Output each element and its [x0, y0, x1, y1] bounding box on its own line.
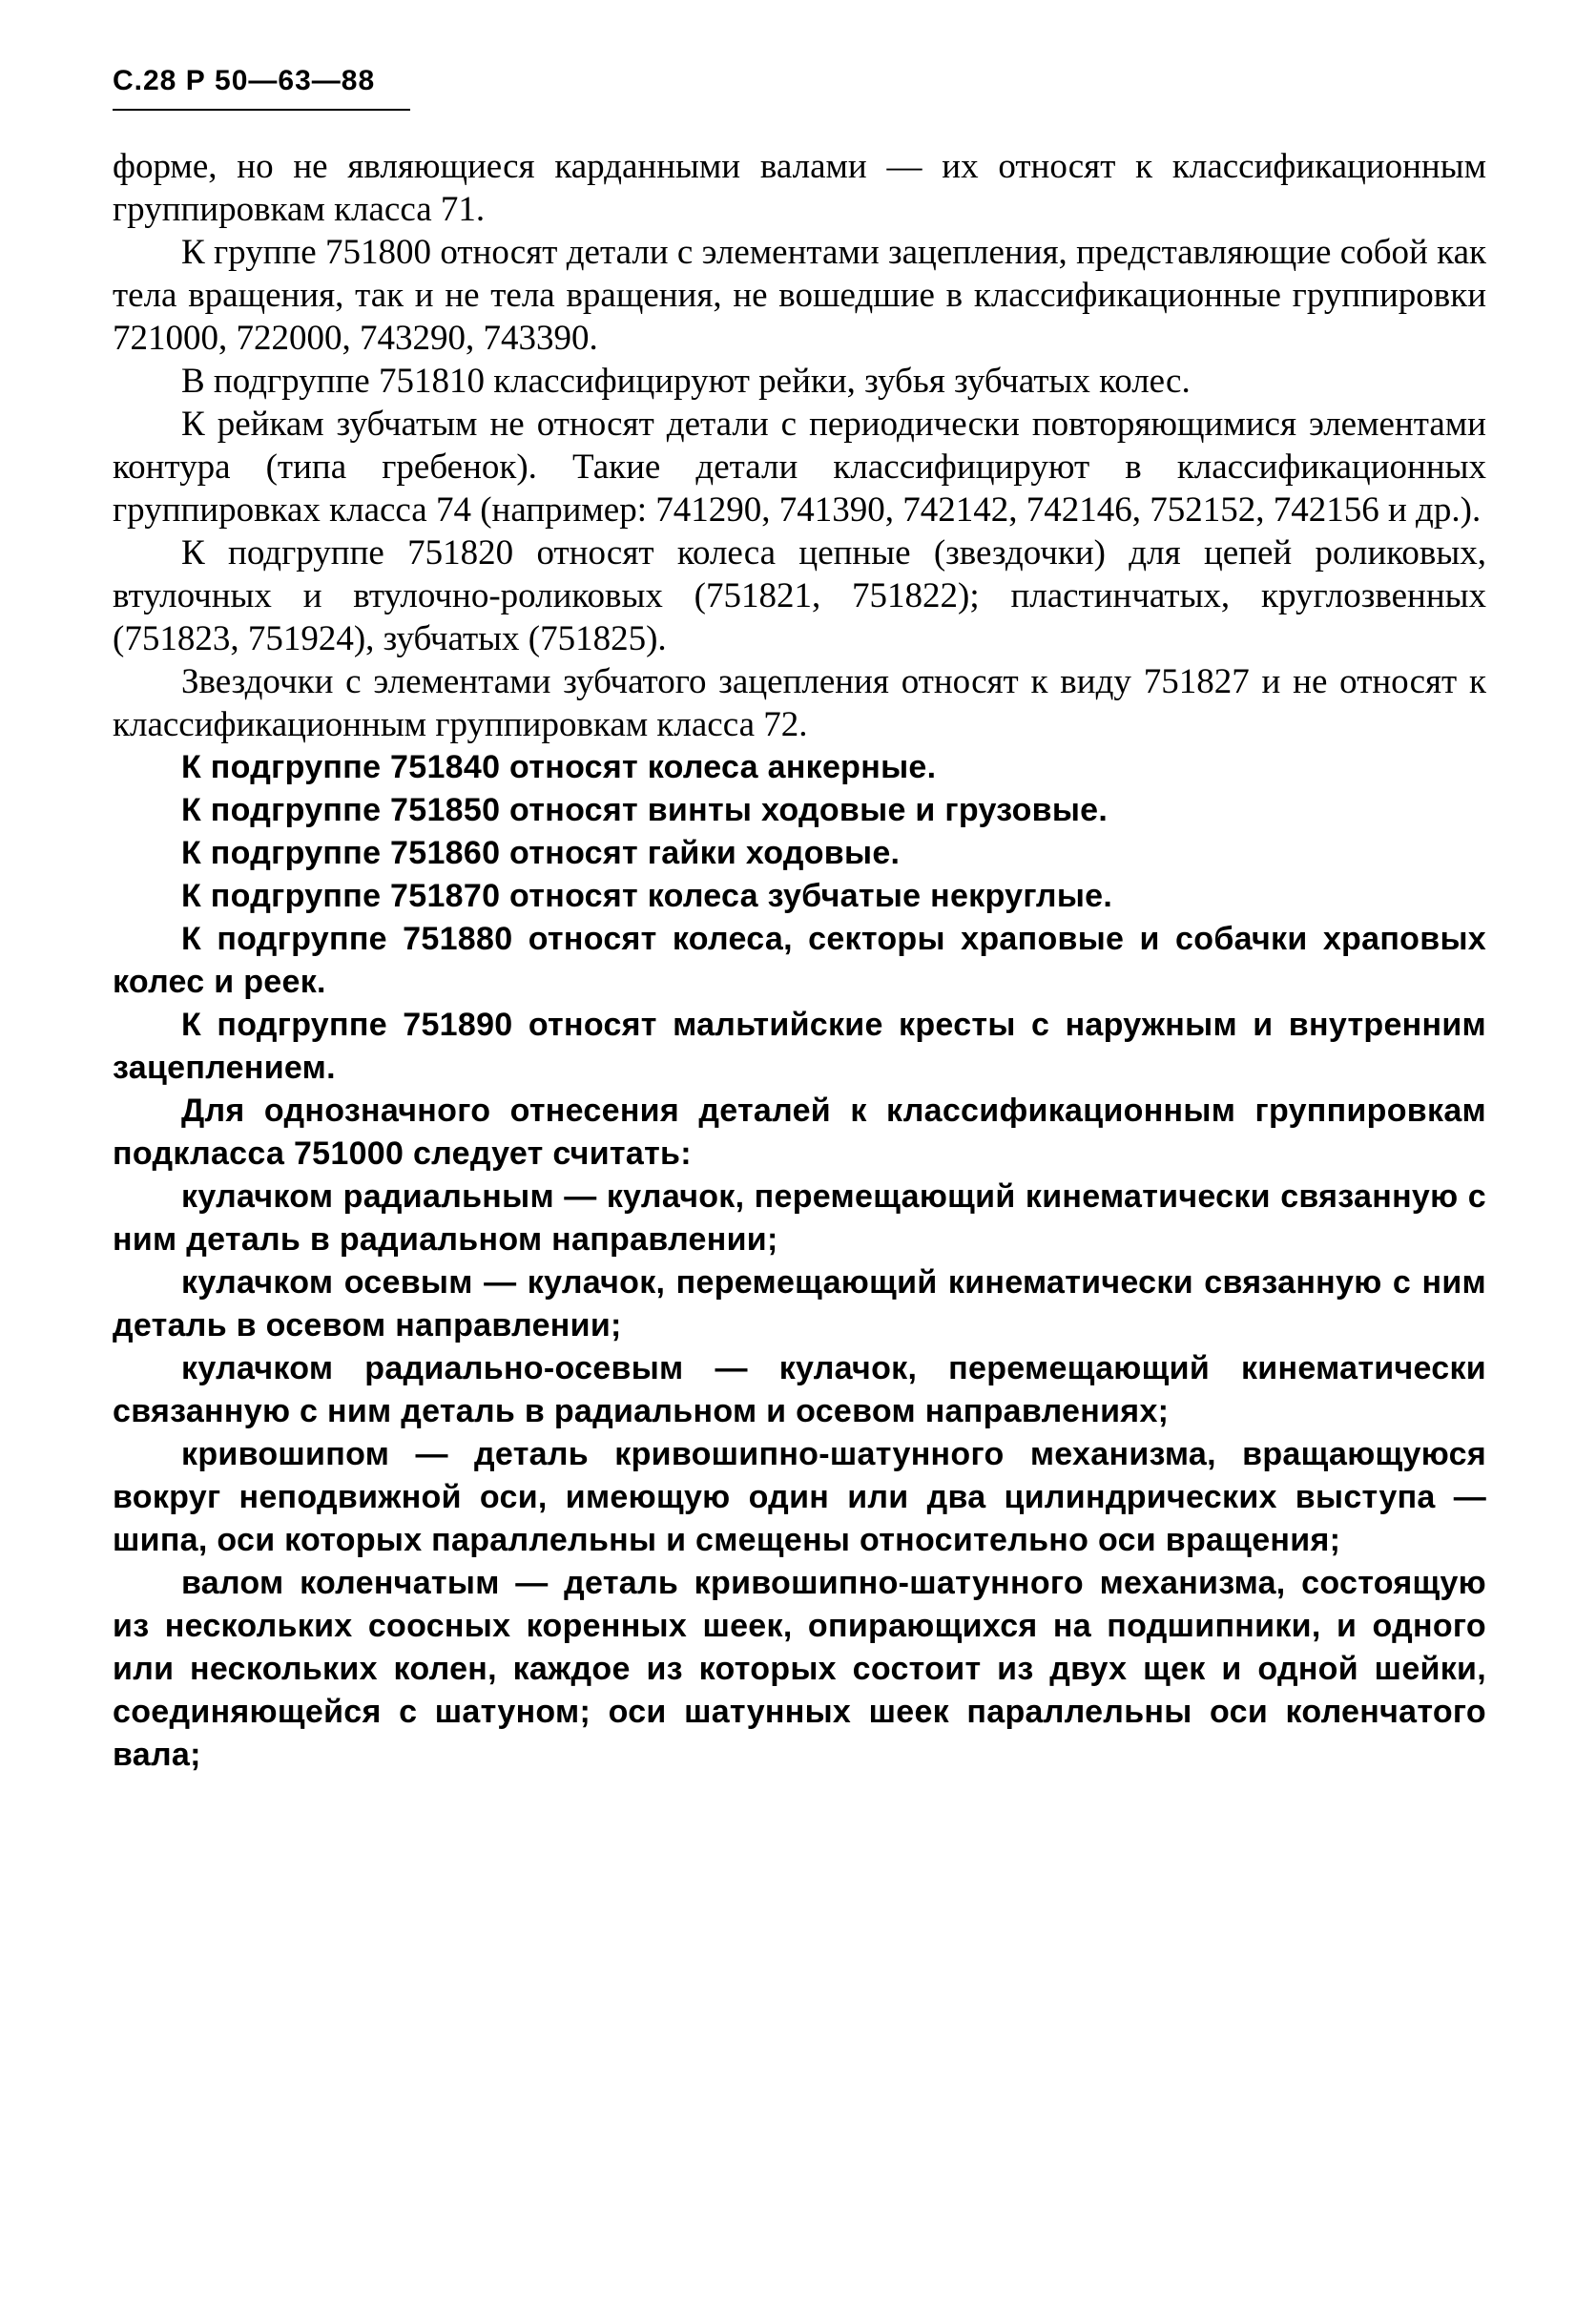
paragraph: К подгруппе 751850 относят винты ходовые и грузовые. — [181, 792, 1109, 828]
paragraph: В подгруппе 751810 классифицируют рейки, зубья зубчатых колес. — [181, 362, 1191, 401]
definition-crank: кривошипом — деталь кривошипно-шатунного механизма, вращающуюся вокруг неподвижной оси, имеющую один или два цилиндрических выступа — шипа, оси которых параллельны и смещены относительно оси вращения; — [113, 1436, 1486, 1558]
paragraph: К подгруппе 751890 относят мальтийские кресты с наружным и внутренним зацеплением. — [113, 1007, 1486, 1086]
definition-crankshaft: валом коленчатым — деталь кривошипно-шатунного механизма, состоящую из нескольких соосных коренных шеек, опирающихся на подшипники, и одного или нескольких колен, каждое из которых состоит из двух щек и одной шейки, соединяющейся с шатуном; оси шатунных шеек параллельны оси коленчатого вала; — [113, 1565, 1486, 1773]
paragraph: Звездочки с элементами зубчатого зацепления относят к виду 751827 и не относят к классификационным группировкам класса 72. — [113, 662, 1486, 744]
paragraph: К подгруппе 751860 относят гайки ходовые. — [181, 835, 901, 871]
definition-radial-axial-cam: кулачком радиально-осевым — кулачок, перемещающий кинематически связанную с ним деталь в радиальном и осевом направлениях; — [113, 1350, 1486, 1429]
paragraph: К рейкам зубчатым не относят детали с периодически повторяющимися элементами контура (типа гребенок). Такие детали классифицируют в классификационных группировках класса 74 (например: 741290, 741390, 742142, 742146, 752152, 742156 и др.). — [113, 405, 1486, 530]
paragraph: К подгруппе 751880 относят колеса, секторы храповые и собачки храповых колес и реек. — [113, 921, 1486, 1000]
page-header: С.28 Р 50—63—88 — [113, 65, 376, 96]
definition-axial-cam: кулачком осевым — кулачок, перемещающий кинематически связанную с ним деталь в осевом направлении; — [113, 1264, 1486, 1343]
paragraph: К подгруппе 751820 относят колеса цепные (звездочки) для цепей роликовых, втулочных и втулочно-роликовых (751821, 751822); пластинчатых, круглозвенных (751823, 751924), зубчатых (751825). — [113, 533, 1486, 658]
definition-radial-cam: кулачком радиальным — кулачок, перемещающий кинематически связанную с ним деталь в радиальном направлении; — [113, 1178, 1486, 1258]
document-body — [113, 145, 1486, 1777]
paragraph: К подгруппе 751840 относят колеса анкерные. — [181, 749, 937, 785]
paragraph: форме, но не являющиеся карданными валами — их относят к классификационным группировкам класса 71. — [113, 147, 1486, 229]
paragraph: К подгруппе 751870 относят колеса зубчатые некруглые. — [181, 878, 1113, 914]
paragraph: Для однозначного отнесения деталей к классификационным группировкам подкласса 751000 следует считать: — [113, 1093, 1486, 1172]
paragraph: К группе 751800 относят детали с элементами зацепления, представляющие собой как тела вращения, так и не тела вращения, не вошедшие в классификационные группировки 721000, 722000, 743290, 743390. — [113, 233, 1486, 358]
header-rule — [113, 109, 410, 111]
